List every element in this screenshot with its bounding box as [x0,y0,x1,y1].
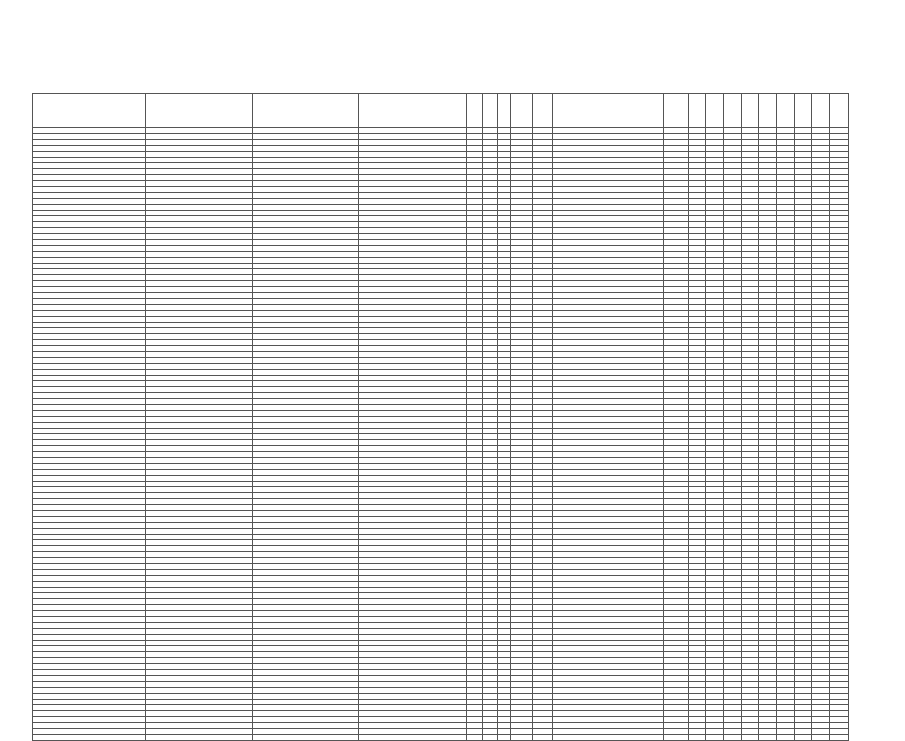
table-cell [359,734,467,740]
table-cell [552,734,663,740]
table-cell [724,734,742,740]
table-header-row [33,94,849,128]
table-cell [33,734,146,740]
column-header [688,94,706,128]
table-cell [663,734,688,740]
column-header [794,94,812,128]
data-table [32,93,849,741]
column-header [552,94,663,128]
table-row [33,734,849,740]
table-cell [532,734,552,740]
column-header [663,94,688,128]
table-cell [467,734,483,740]
table-cell [830,734,849,740]
column-header [724,94,742,128]
table-body [33,134,849,741]
table-cell [741,734,759,740]
column-header [253,94,359,128]
column-header [511,94,533,128]
column-header [777,94,795,128]
table-cell [794,734,812,740]
column-header [146,94,253,128]
table-cell [777,734,795,740]
column-header [812,94,830,128]
table-cell [759,734,777,740]
column-header [33,94,146,128]
column-header [359,94,467,128]
column-header [497,94,511,128]
column-header [483,94,498,128]
column-header [706,94,724,128]
column-header [830,94,849,128]
column-header [759,94,777,128]
table-cell [812,734,830,740]
table-cell [497,734,511,740]
table-cell [146,734,253,740]
table-cell [483,734,498,740]
table-cell [706,734,724,740]
table-cell [688,734,706,740]
column-header [532,94,552,128]
table-cell [253,734,359,740]
column-header [741,94,759,128]
table-cell [511,734,533,740]
column-header [467,94,483,128]
